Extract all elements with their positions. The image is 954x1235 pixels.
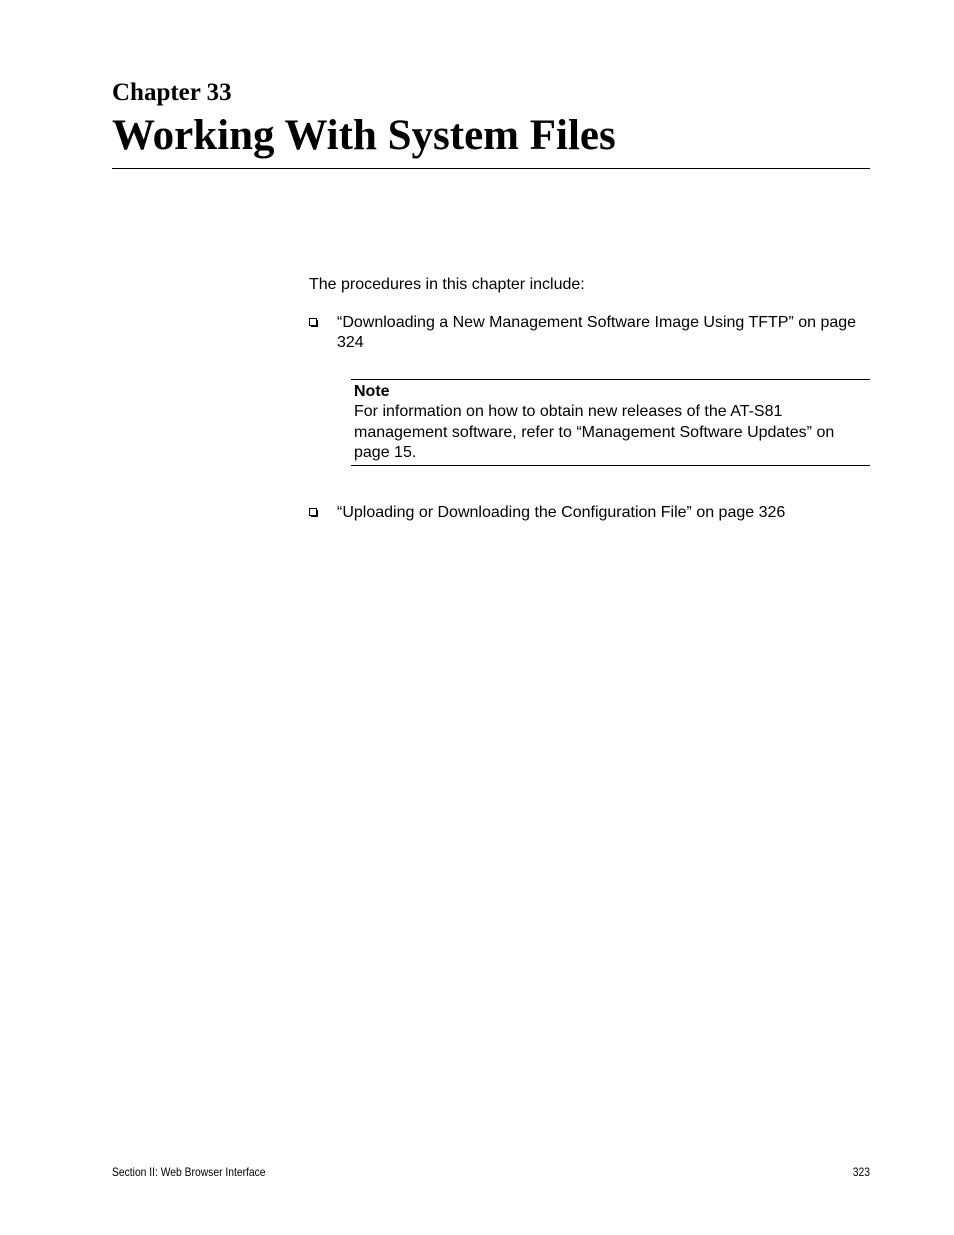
list-item-link-text[interactable]: “Uploading or Downloading the Configuration File” on page 326 (337, 504, 786, 521)
footer-page-number: 323 (852, 1165, 870, 1179)
note-box (351, 379, 870, 466)
intro-text: The procedures in this chapter include: (309, 276, 585, 293)
footer-section: Section II: Web Browser Interface (112, 1165, 266, 1179)
note-body: For information on how to obtain new releases of the AT-S81 management software, refer to “Management Software Updates” on page 15. (354, 403, 835, 461)
note-heading: Note (354, 383, 390, 400)
chapter-label: Chapter 33 (112, 79, 232, 106)
chapter-title: Working With System Files (112, 112, 616, 159)
list-item-link-text[interactable]: “Downloading a New Management Software Image Using TFTP” on page 324 (337, 314, 857, 351)
checkbox-bullet-icon (309, 318, 317, 326)
title-rule (112, 168, 870, 169)
checkbox-bullet-icon (309, 508, 317, 516)
